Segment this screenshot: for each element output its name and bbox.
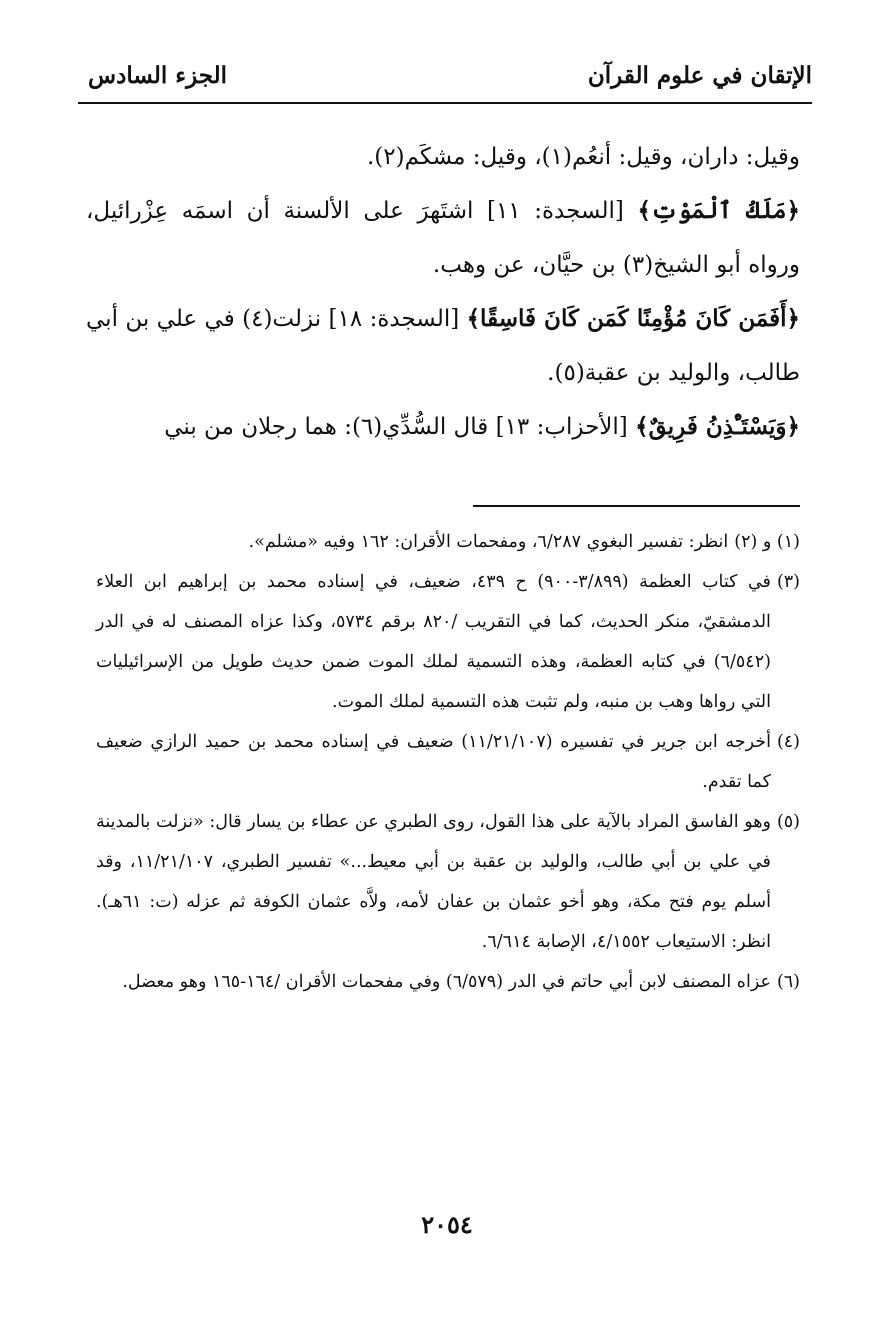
- running-header: [78, 58, 812, 104]
- footnote-text: في كتاب العظمة (٣/٨٩٩-٩٠٠) ح ٤٣٩، ضعيف، في إسناده محمد بن إبراهيم ابن العلاء الدمشقيّ، منكر الحديث، كما في التقريب /٨٢٠ برقم ٥٧٣٤، وكذا عزاه المصنف له في الدر (٦/٥٤٢) في كتابه العظمة، وهذه التسمية لملك الموت ضمن حديث طويل من الإسرائيليات التي رواها وهب بن منبه، ولم تثبت هذه التسمية لملك الموت.: [96, 572, 771, 712]
- footnote-separator: [473, 505, 800, 507]
- footnote-6: [96, 962, 800, 1002]
- footnote-1-2: [96, 522, 800, 562]
- footnotes: [96, 522, 800, 1002]
- main-text: [86, 130, 800, 454]
- footnote-text: أخرجه ابن جرير في تفسيره (١١/٢١/١٠٧) ضعيف في إسناده محمد بن حميد الرازي ضعيف كما تقدم.: [96, 732, 771, 792]
- paragraph-3: [86, 292, 800, 400]
- paragraph-1: [86, 130, 800, 184]
- page-number: ٢٠٥٤: [421, 1210, 473, 1239]
- footnote-number: (٤): [776, 732, 800, 752]
- footnote-number: (٥): [776, 812, 800, 832]
- paragraph-2-text: [السجدة: ١١] اشتَهرَ على الألسنة أن اسمَه عِزْرائيل، ورواه أبو الشيخ(٣) بن حيَّان، عن وهب.: [86, 198, 800, 278]
- volume-label: الجزء السادس: [88, 62, 227, 89]
- footnote-text: وهو الفاسق المراد بالآية على هذا القول، روى الطبري عن عطاء بن يسار قال: «نزلت بالمدينة في علي بن أبي طالب، والوليد بن عقبة بن أبي معيط...» تفسير الطبري، ١١/٢١/١٠٧، وقد أسلم يوم فتح مكة، وهو أخو عثمان بن عفان لأمه، ولاَّه عثمان الكوفة ثم عزله (ت: ٦١هـ). انظر: الاستيعاب ٤/١٥٥٢، الإصابة ٦/٦١٤.: [96, 812, 771, 952]
- footnote-5: [96, 802, 800, 962]
- footnote-text: انظر: تفسير البغوي ٦/٢٨٧، ومفحمات الأقران: ١٦٢ وفيه «مشلم».: [248, 532, 729, 552]
- paragraph-4-text: [الأحزاب: ١٣] قال السُّدِّي(٦): هما رجلان من بني: [164, 414, 636, 440]
- quran-verse-3: ﴿وَيَسْتَـْٔذِنُ فَرِيقٌ﴾: [635, 413, 800, 440]
- quran-verse-2: ﴿أَفَمَن كَانَ مُؤْمِنًا كَمَن كَانَ فَاسِقًا﴾: [466, 305, 800, 332]
- footnote-number: (٦): [776, 972, 800, 992]
- footnote-number: (٣): [776, 572, 800, 592]
- paragraph-2: [86, 184, 800, 292]
- footnote-text: عزاه المصنف لابن أبي حاتم في الدر (٦/٥٧٩) وفي مفحمات الأقران /١٦٤-١٦٥ وهو معضل.: [122, 972, 771, 992]
- paragraph-4: [86, 400, 800, 454]
- footnote-3: [96, 562, 800, 722]
- footnote-4: [96, 722, 800, 802]
- paragraph-1-text: وقيل: داران، وقيل: أنعُم(١)، وقيل: مشكَم(٢).: [366, 144, 800, 170]
- book-title: الإتقان في علوم القرآن: [587, 62, 812, 89]
- quran-verse-1: ﴿مَلَكُ ٱلْمَوْتِ﴾: [637, 197, 801, 224]
- header-divider: [78, 102, 812, 104]
- footnote-number: (١) و (٢): [734, 532, 800, 552]
- paragraph-3-text: [السجدة: ١٨] نزلت(٤) في علي بن أبي طالب، والوليد بن عقبة(٥).: [86, 306, 800, 386]
